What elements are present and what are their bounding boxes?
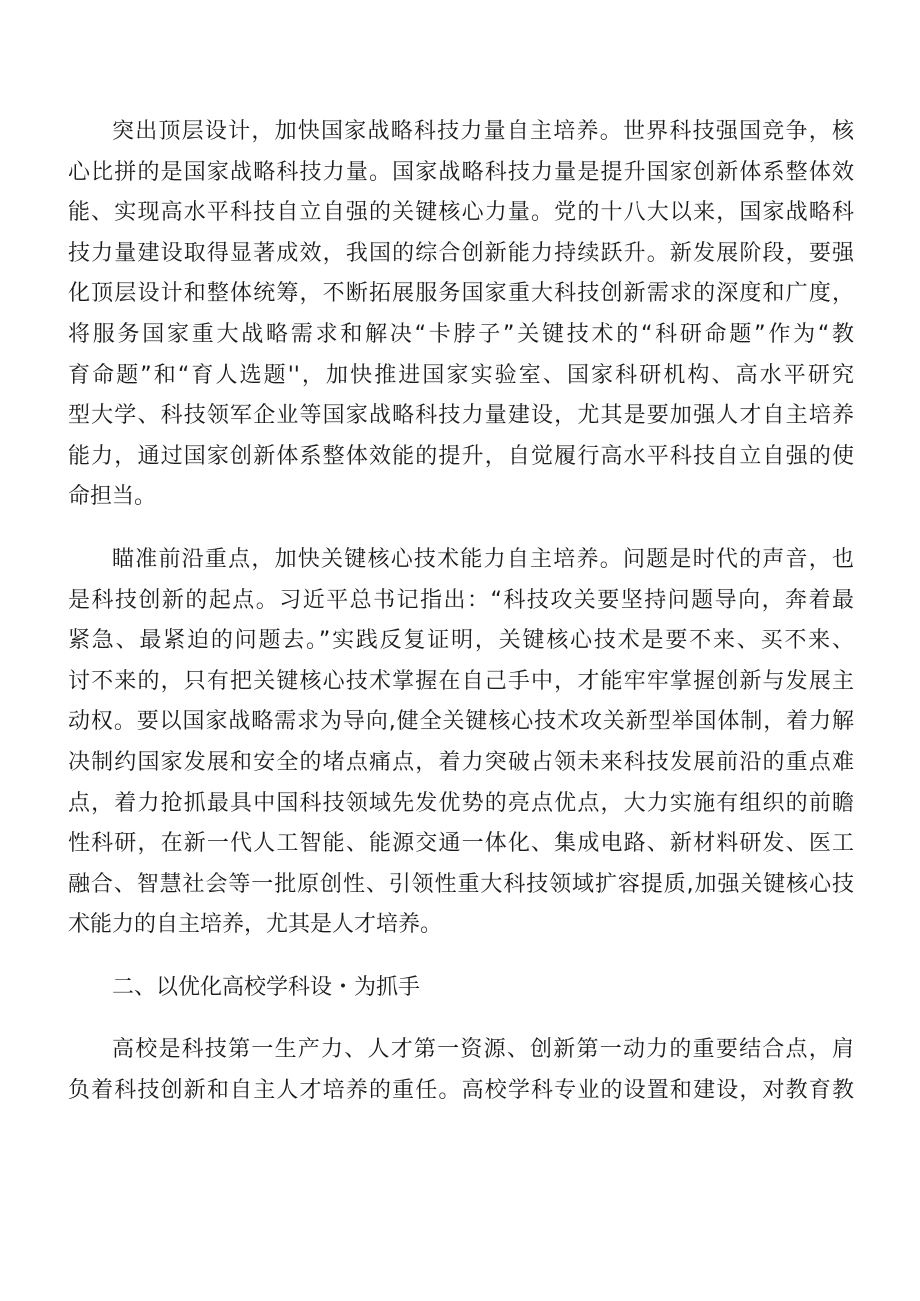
text-line: 术能力的自主培养，尤其是人才培养。 bbox=[68, 912, 443, 938]
text-line: 性科研，在新一代人工智能、能源交通一体化、集成电路、新材料研发、医工 bbox=[68, 831, 854, 857]
paragraph-spacer bbox=[68, 1008, 854, 1030]
text-line: 技力量建设取得显著成效，我国的综合创新能力持续跃升。新发展阶段，要强 bbox=[68, 240, 854, 266]
text-line: 高校是科技第一生产力、人才第一资源、创新第一动力的重要结合点，肩 bbox=[112, 1037, 854, 1063]
text-line: 决制约国家发展和安全的堵点痛点，着力突破占领未来科技发展前沿的重点难 bbox=[68, 749, 854, 775]
text-line: 融合、智慧社会等一批原创性、引领性重大科技领域扩容提质,加强关键核心技 bbox=[68, 871, 854, 897]
paragraph-spacer bbox=[68, 946, 854, 968]
text-line: 将服务国家重大战略需求和解决“卡脖子”关键技术的“科研命题”作为“教 bbox=[68, 321, 854, 347]
text-line: 突出顶层设计，加快国家战略科技力量自主培养。世界科技强国竞争，核 bbox=[112, 119, 854, 144]
paragraph-spacer bbox=[68, 518, 854, 540]
text-line: 瞄准前沿重点，加快关键核心技术能力自主培养。问题是时代的声音，也 bbox=[112, 546, 854, 572]
text-line: 点，着力抢抓最具中国科技领域先发优势的亮点优点，大力实施有组织的前瞻 bbox=[68, 790, 854, 816]
text-line: 心比拼的是国家战略科技力量。国家战略科技力量是提升国家创新体系整体效 bbox=[68, 159, 854, 185]
text-line: 动权。要以国家战略需求为导向,健全关键核心技术攻关新型举国体制，着力解 bbox=[68, 709, 854, 735]
paragraph-core-technology bbox=[68, 540, 854, 946]
text-line: 命担当。 bbox=[68, 484, 157, 510]
text-line: 是科技创新的起点。习近平总书记指出：“科技攻关要坚持问题导向，奔着最 bbox=[68, 587, 854, 613]
text-line: 紧急、最紧迫的问题去。”实践反复证明，关键核心技术是要不来、买不来、 bbox=[68, 628, 854, 654]
text-line: 育命题”和“育人选题''，加快推进国家实验室、国家科研机构、高水平研究 bbox=[68, 362, 854, 388]
text-line: 讨不来的，只有把关键核心技术掌握在自己手中，才能牢牢掌握创新与发展主 bbox=[68, 668, 854, 694]
text-line: 能力，通过国家创新体系整体效能的提升，自觉履行高水平科技自立自强的使 bbox=[68, 443, 854, 469]
paragraph-universities bbox=[68, 1030, 854, 1111]
paragraph-strategic-forces bbox=[68, 112, 854, 518]
text-line: 化顶层设计和整体统筹，不断拓展服务国家重大科技创新需求的深度和广度， bbox=[68, 281, 854, 307]
text-line: 能、实现高水平科技自立自强的关键核心力量。党的十八大以来，国家战略科 bbox=[68, 200, 854, 226]
text-line: 型大学、科技领军企业等国家战略科技力量建设，尤其是要加强人才自主培养 bbox=[68, 403, 854, 429]
section-heading bbox=[68, 968, 854, 1009]
text-line: 负着科技创新和自主人才培养的重任。高校学科专业的设置和建设，对教育教 bbox=[68, 1078, 854, 1104]
heading-text: 二、以优化高校学科设・为抓手 bbox=[112, 974, 421, 1000]
document-body bbox=[68, 112, 854, 1112]
